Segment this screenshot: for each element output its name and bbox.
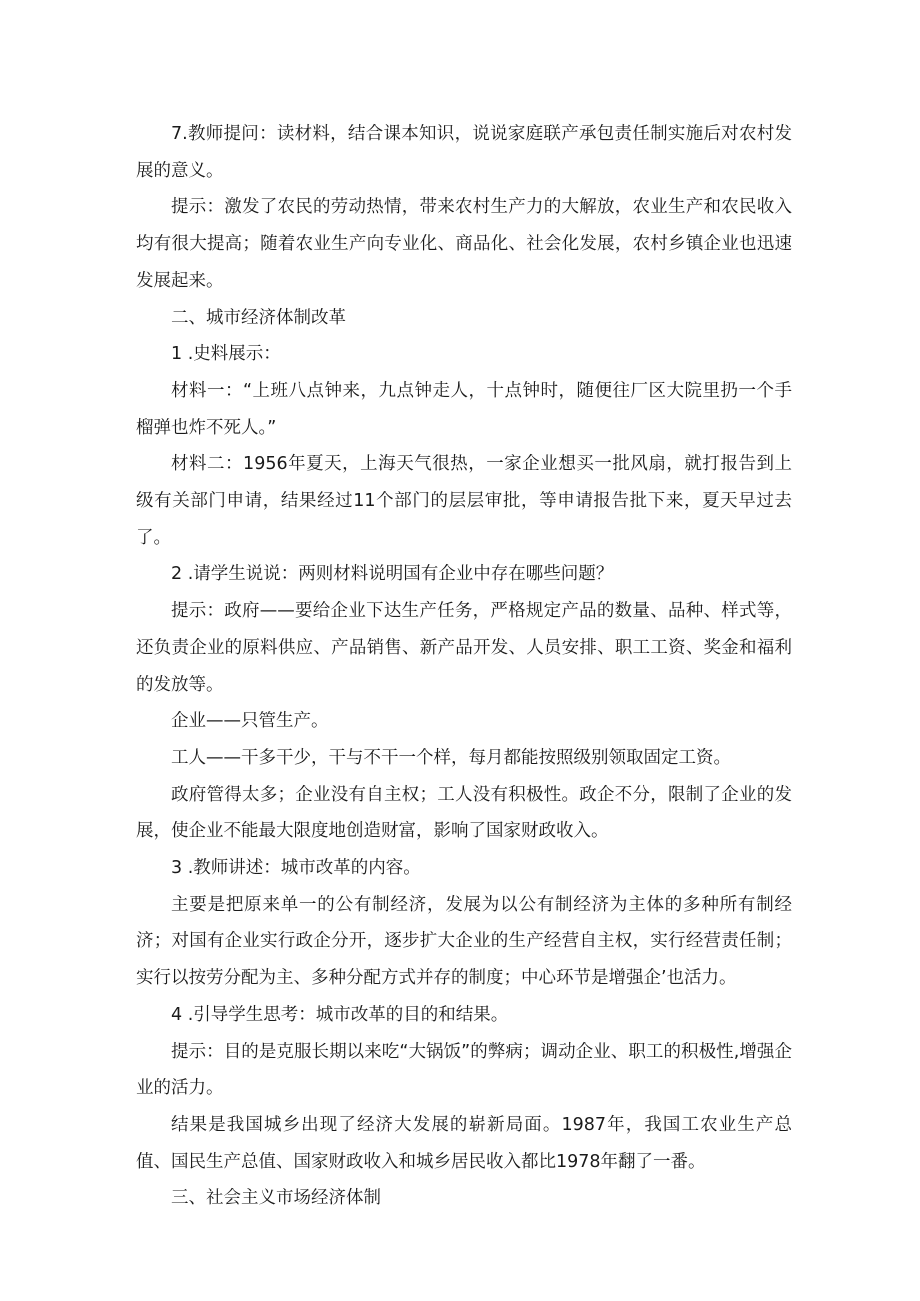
paragraph-hint-purpose: 提示：目的是克服长期以来吃“大锅饭”的弊病；调动企业、职工的积极性,增强企业的活力。 [136,1041,792,1099]
section-heading-urban-reform: 二、城市经济体制改革 [171,307,346,328]
paragraph-result: 结果是我国城乡出现了经济大发展的崭新局面。1987年，我国工农业生产总值、国民生产总值、国家财政收入和城乡居民收入都比1978年翻了一番。 [136,1114,792,1172]
paragraph-hint-government: 提示：政府——要给企业下达生产任务，严格规定产品的数量、品种、样式等，还负责企业的原料供应、产品销售、新产品开发、人员安排、职工工资、奖金和福利的发放等。 [136,601,792,695]
paragraph-item-4: 4 .引导学生思考：城市改革的目的和结果。 [171,1004,509,1025]
paragraph-material-1: 材料一：“上班八点钟来，九点钟走人，十点钟时，随便往厂区大院里扔一个手榴弹也炸不死人。” [136,380,792,438]
paragraph-material-2: 材料二：1956年夏天，上海天气很热，一家企业想买一批风扇，就打报告到上级有关部门申请，结果经过11个部门的层层审批，等申请报告批下来，夏天早过去了。 [136,454,792,548]
document-body [136,116,792,1217]
paragraph-workers: 工人——干多干少，干与不干一个样，每月都能按照级别领取固定工资。 [171,747,731,768]
paragraph-hint-rural: 提示：激发了农民的劳动热情，带来农村生产力的大解放，农业生产和农民收入均有很大提高；随着农业生产向专业化、商品化、社会化发展，农村乡镇企业也迅速发展起来。 [136,197,792,291]
paragraph-item-2: 2 .请学生说说：两则材料说明国有企业中存在哪些问题？ [171,564,614,585]
paragraph-summary-problems: 政府管得太多；企业没有自主权；工人没有积极性。政企不分，限制了企业的发展，使企业不能最大限度地创造财富，影响了国家财政收入。 [136,784,792,842]
paragraph-item-1: 1 .史料展示： [171,344,281,365]
paragraph-reform-content: 主要是把原来单一的公有制经济，发展为以公有制经济为主体的多种所有制经济；对国有企业实行政企分开，逐步扩大企业的生产经营自主权，实行经营责任制；实行以按劳分配为主、多种分配方式并存的制度；中心环节是增强企’也活力。 [136,894,792,989]
paragraph-item-3: 3 .教师讲述：城市改革的内容。 [171,858,421,879]
section-heading-market-economy: 三、社会主义市场经济体制 [171,1188,381,1209]
paragraph-teacher-question-7: 7.教师提问：读材料，结合课本知识，说说家庭联产承包责任制实施后对农村发展的意义。 [136,124,792,181]
paragraph-enterprise: 企业——只管生产。 [171,711,329,732]
